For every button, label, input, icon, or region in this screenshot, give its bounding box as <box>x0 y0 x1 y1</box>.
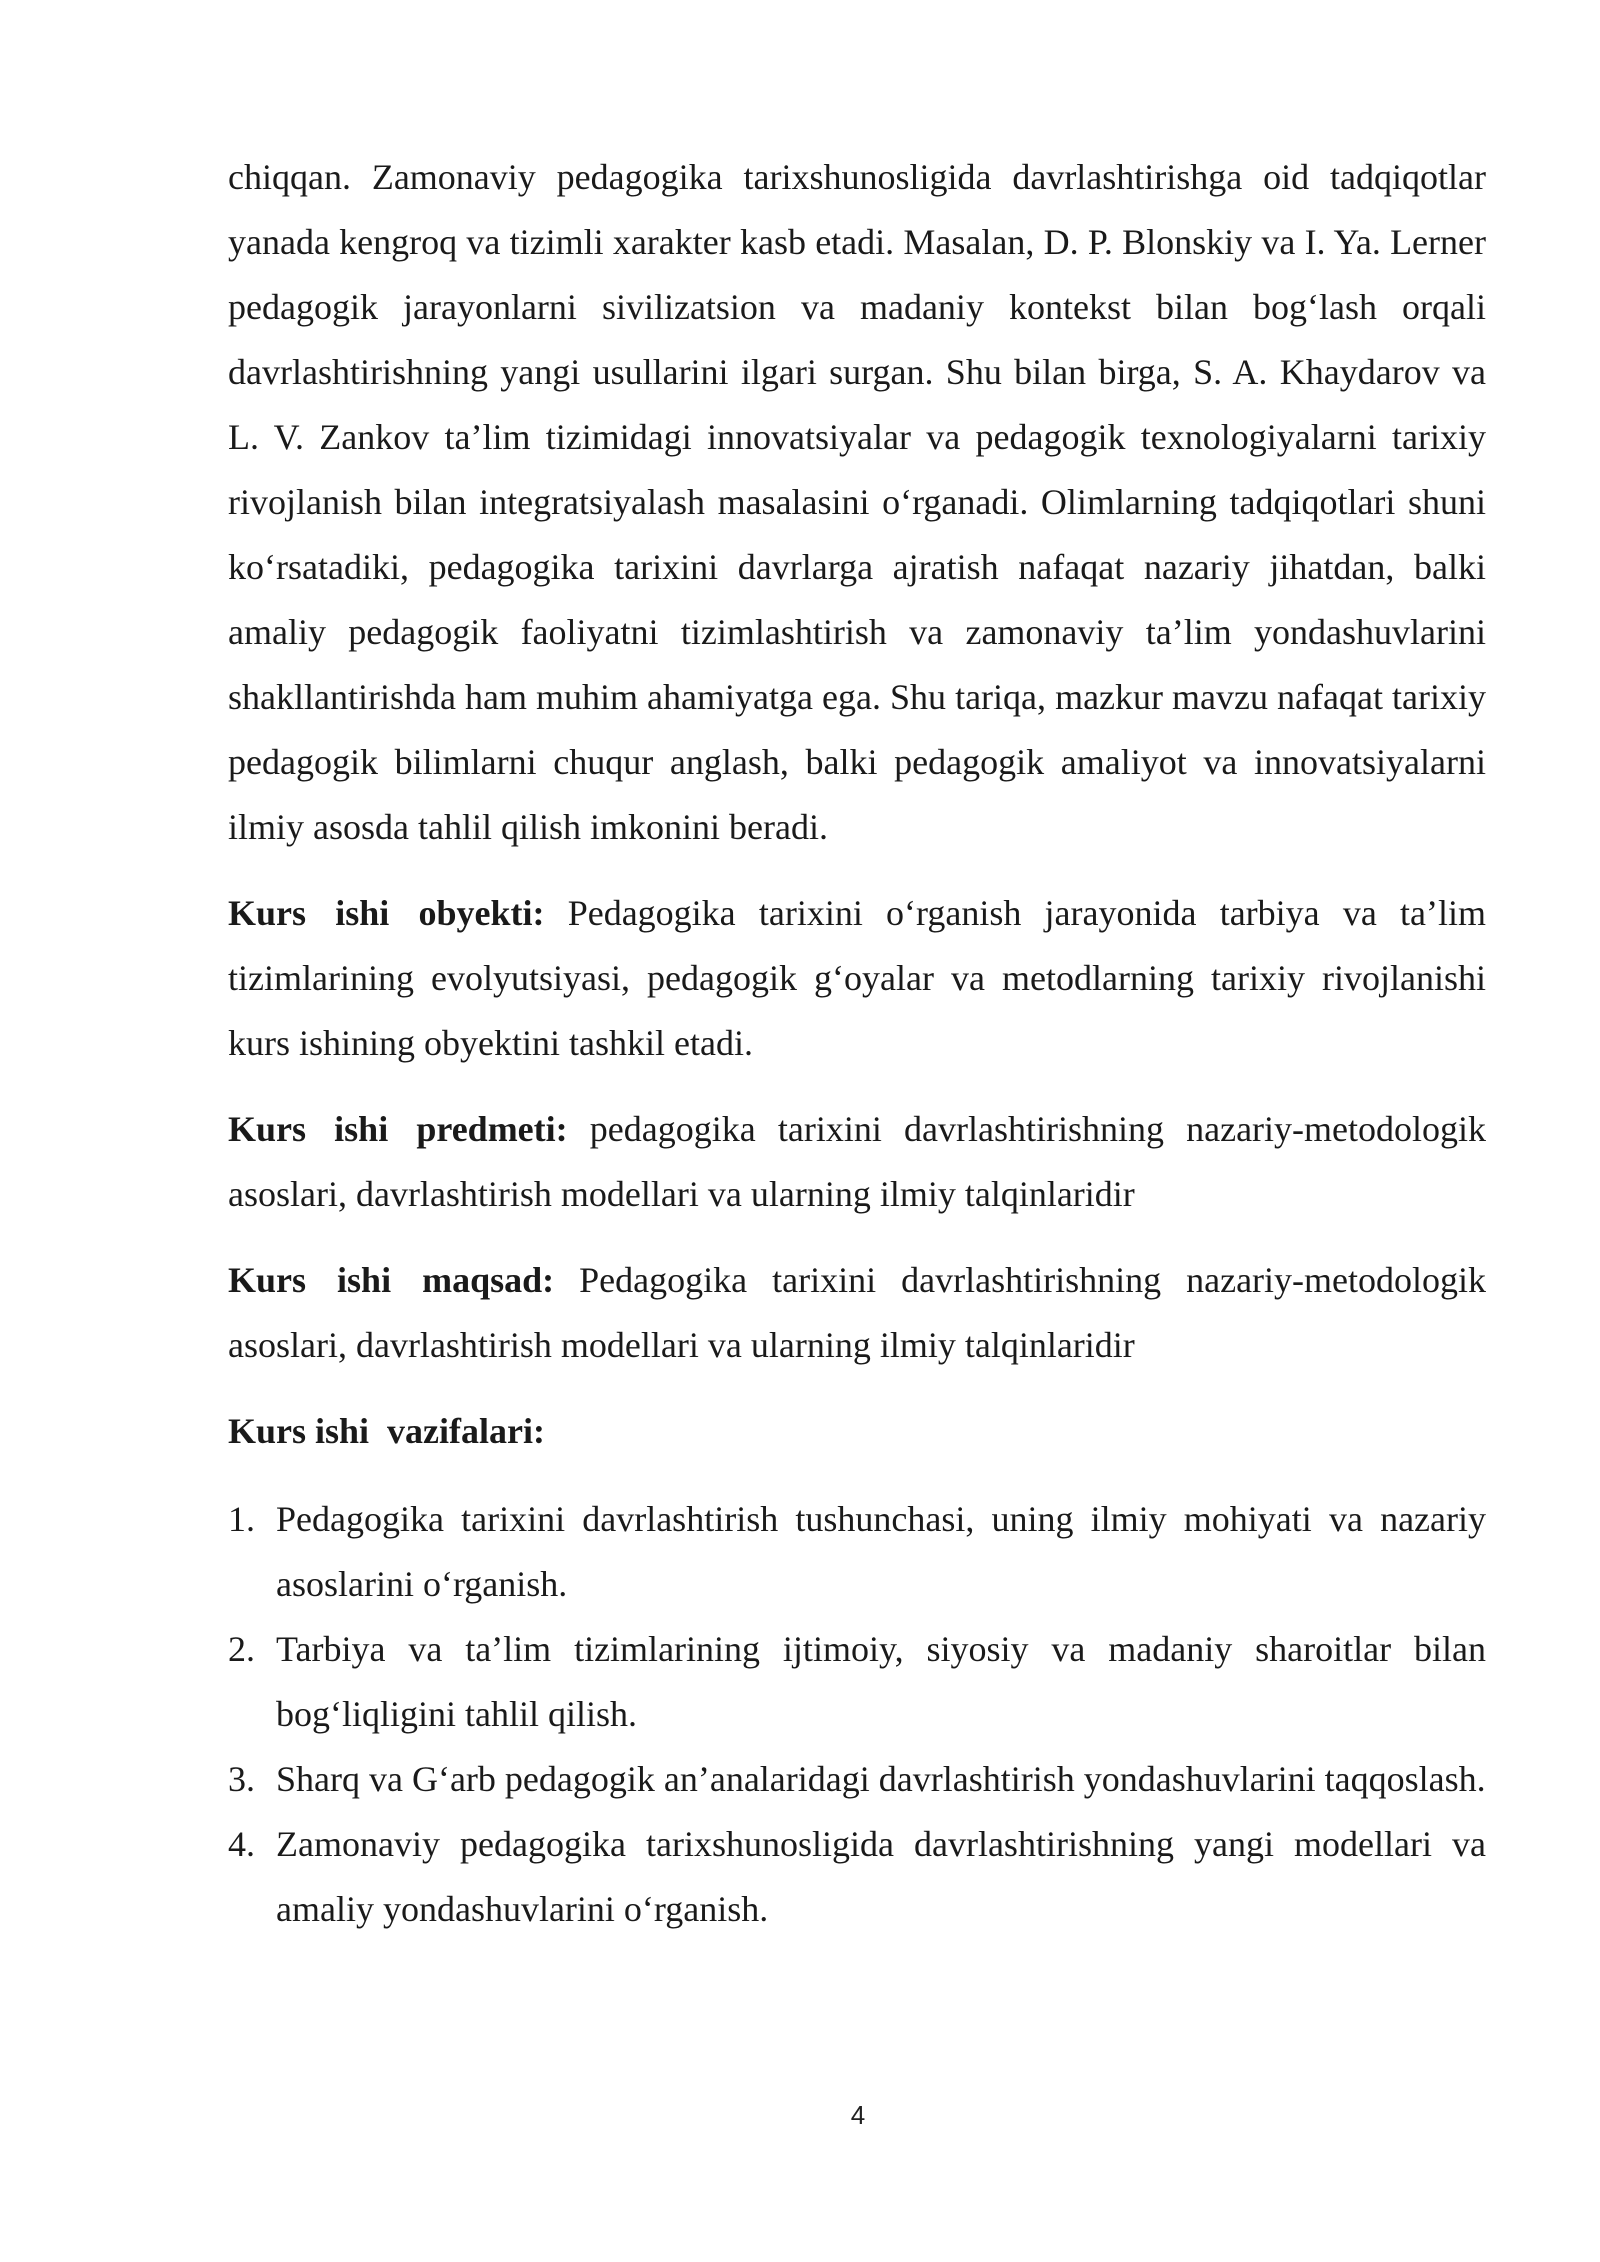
list-item-number: 3. <box>228 1759 255 1799</box>
tasks-heading: Kurs ishi vazifalari: <box>228 1411 545 1451</box>
tasks-list <box>228 1487 1486 1942</box>
list-item-text: Pedagogika tarixini davrlashtirish tushunchasi, uning ilmiy mohiyati va nazariy asoslarini o‘rganish. <box>276 1499 1486 1604</box>
document-page <box>228 145 1486 1942</box>
object-label: Kurs ishi obyekti: <box>228 893 545 933</box>
object-text: Pedagogika tarixini o‘rganish jarayonida tarbiya va ta’lim tizimlarining evolyutsiyasi, pedagogik g‘oyalar va metodlarning tarixiy rivojlanishi kurs ishining obyektini tashkil etadi. <box>228 893 1487 1063</box>
object-section <box>228 881 1486 1076</box>
goal-text: Pedagogika tarixini davrlashtirishning nazariy-metodologik asoslari, davrlashtirish modellari va ularning ilmiy talqinlaridir <box>228 1260 1487 1365</box>
list-item-text: Zamonaviy pedagogika tarixshunosligida davrlashtirishning yangi modellari va amaliy yondashuvlarini o‘rganish. <box>276 1824 1486 1929</box>
list-item <box>228 1812 1486 1942</box>
list-item-text: Tarbiya va ta’lim tizimlarining ijtimoiy, siyosiy va madaniy sharoitlar bilan bog‘liqligini tahlil qilish. <box>276 1629 1486 1734</box>
list-item <box>228 1617 1486 1747</box>
list-item <box>228 1747 1486 1812</box>
subject-text: pedagogika tarixini davrlashtirishning nazariy-metodologik asoslari, davrlashtirish modellari va ularning ilmiy talqinlaridir <box>228 1109 1487 1214</box>
list-item-number: 1. <box>228 1499 255 1539</box>
goal-section <box>228 1248 1486 1378</box>
subject-label: Kurs ishi predmeti: <box>228 1109 568 1149</box>
subject-section <box>228 1097 1486 1227</box>
goal-label: Kurs ishi maqsad: <box>228 1260 555 1300</box>
page-number: 4 <box>850 2100 866 2130</box>
list-item-text: Sharq va G‘arb pedagogik an’analaridagi davrlashtirish yondashuvlarini taqqoslash. <box>276 1759 1486 1799</box>
list-item-number: 2. <box>228 1629 255 1669</box>
list-item <box>228 1487 1486 1617</box>
list-item-number: 4. <box>228 1824 255 1864</box>
intro-paragraph: chiqqan. Zamonaviy pedagogika tarixshunosligida davrlashtirishga oid tadqiqotlar yanada kengroq va tizimli xarakter kasb etadi. Masalan, D. P. Blonskiy va I. Ya. Lerner pedagogik jarayonlarni sivilizatsion va madaniy kontekst bilan bog‘lash orqali davrlashtirishning yangi usullarini ilgari surgan. Shu bilan birga, S. A. Khaydarov va L. V. Zankov ta’lim tizimidagi innovatsiyalar va pedagogik texnologiyalarni tarixiy rivojlanish bilan integratsiyalash masalasini o‘rganadi. Olimlarning tadqiqotlari shuni ko‘rsatadiki, pedagogika tarixini davrlarga ajratish nafaqat nazariy jihatdan, balki amaliy pedagogik faoliyatni tizimlashtirish va zamonaviy ta’lim yondashuvlarini shakllantirishda ham muhim ahamiyatga ega. Shu tariqa, mazkur mavzu nafaqat tarixiy pedagogik bilimlarni chuqur anglash, balki pedagogik amaliyot va innovatsiyalarni ilmiy asosda tahlil qilish imkonini beradi. <box>228 157 1486 847</box>
